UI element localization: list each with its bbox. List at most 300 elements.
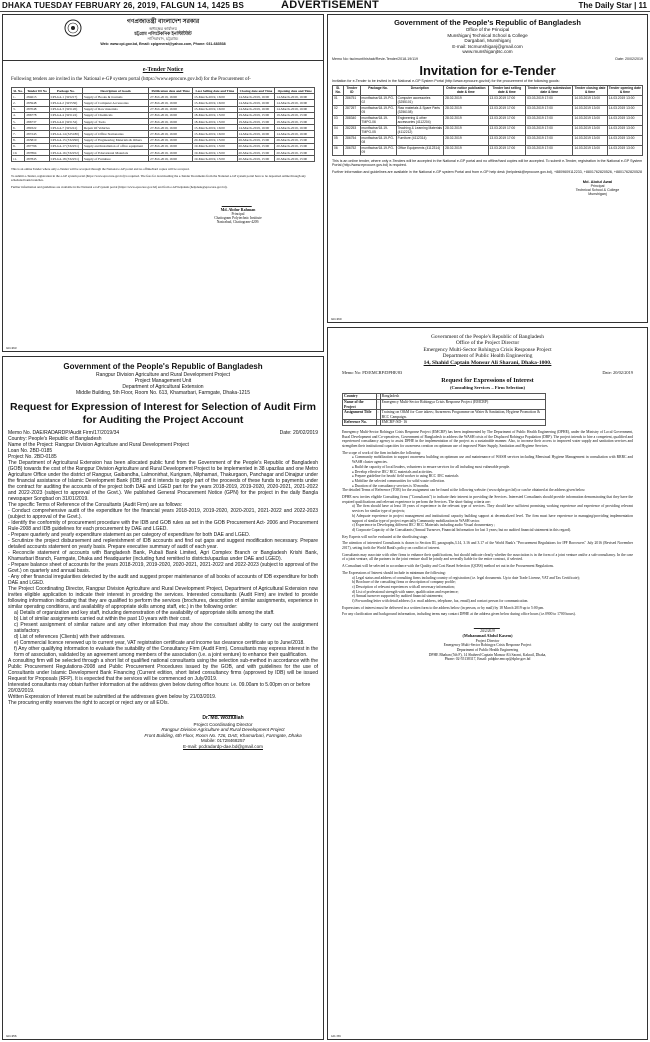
table-cell: 05: [333, 135, 344, 145]
table-cell: 286751: [344, 95, 360, 105]
bullet-icon: ●: [352, 464, 355, 469]
table-cell: 287864: [25, 150, 49, 156]
cpi-line2: অধ্যক্ষের কার্যালয়: [149, 26, 177, 31]
table-cell: 19-March-2019, 15:00: [193, 143, 237, 149]
table-cell: 14.03.2019 13:00: [573, 95, 607, 105]
dphe-signature: [342, 623, 633, 662]
dphe-gd: GD-365: [331, 1034, 341, 1038]
table-cell: 27-Feb-2019, 16:00: [149, 94, 193, 100]
table-cell: 13.03.2019 17:00: [488, 135, 526, 145]
table-cell: 13.03.2019 17:00: [488, 145, 526, 155]
table-cell: 285948: [25, 100, 49, 106]
msj-signature: [552, 179, 643, 196]
rdp-gov: Government of the People's Republic of Bangladesh: [63, 362, 263, 371]
table-cell: 11.: [12, 156, 25, 162]
table-cell: 20-March-2019, 15:00: [193, 137, 237, 143]
signature-scribble-icon: [473, 623, 502, 629]
ad-rangpur-eoi: [2, 356, 324, 1040]
table-cell: 14.03.2019 13:00: [607, 135, 642, 145]
table-cell: 14.03.2019 13:00: [573, 115, 607, 125]
msj-para2: Further information and guidelines are available in the National e-GP system Portal and from e-GP help desk (helpdesk@eprocure.gov.bd), +8809609112233, +8801762820526, +8801762820528: [332, 169, 642, 174]
table-cell: muntfactse/18-19-PG-02: [360, 95, 396, 105]
rdp-l2: Project Management Unit: [134, 378, 192, 384]
ad-dphe-eoi: [327, 327, 648, 1040]
table-cell: CPI-G4-1 (325217): [49, 94, 82, 100]
table-cell: Supply of Raw materials: [83, 106, 149, 112]
table-row: [333, 95, 643, 105]
table-cell: 286752: [344, 145, 360, 155]
dphe-sign-name: (Mohammad Abdul Kasem): [462, 632, 513, 638]
rdp-l3: Department of Agricultural Extension: [122, 384, 204, 390]
dphe-eoi-item: c) Description of relevant experiences with all necessary information;: [352, 584, 455, 589]
dphe-para5: The attention of interested Consultants is drawn to Section III, paragraphs,3.14, 3.16 and 3.17 of the World Bank's "Procurement Regulations for IPF Borrowers" July 2016 (Revised November 2017), setting forth the World Bank's policy on conflict of interest.: [342, 541, 633, 551]
dphe-l1: Office of the Project Director: [455, 340, 520, 347]
table-cell: muntfactse/18-19-PG-09: [360, 145, 396, 155]
table-cell: Computer accessories (3255101): [396, 95, 444, 105]
table-cell: 27-Feb-2019, 16:00: [149, 150, 193, 156]
table-cell: 286754: [344, 135, 360, 145]
table-cell: muntfactse/18-19-PG-05: [360, 105, 396, 115]
table-cell: 27-Feb-2019, 16:00: [149, 119, 193, 125]
table-cell: 19-March-2019, 15:00: [275, 112, 315, 118]
dphe-para3: DPHE now invites eligible Consulting firms ("Consultants") to indicate their interest in providing the Services. Interested Consultants should provide information demonstrating that they have the required qualifications and relevant experience to perform the Services. The short-listing criteria are:: [342, 495, 633, 504]
rdp-l1: Rangpur Division Agriculture and Rural Development Project: [96, 372, 230, 378]
rdp-scope-item: - Prepare balance sheet of accounts for the years 2018-2019, 2019-2020, 2020-2021, 2021-2022 and 2022-2023 (subject to approval of the Govt.) on quarterly and annual basis.: [8, 562, 318, 574]
table-cell: 28.02.2019: [444, 115, 488, 125]
table-cell: Repair Of Vehicles: [83, 125, 149, 131]
table-cell: 01: [333, 95, 344, 105]
table-cell: 03.03.2019 17:00: [526, 105, 573, 115]
table-row: [333, 125, 643, 135]
table-cell: 14.03.2019 13:00: [607, 115, 642, 125]
rdp-info-item: b) List of similar assignments carried out within the past 10 years with their cost.: [14, 616, 191, 622]
table-cell: CPI-G4-17 (332251): [49, 143, 82, 149]
table-header-cell: Package No.: [49, 88, 82, 94]
cpi-line4: নাসিরাবাদ, চট্টগ্রাম।: [147, 36, 179, 41]
bullet-icon: ●: [352, 469, 355, 474]
rdp-sign-addr: Front Building, 6th Floor, Room No. 726, DAE, Khamarbari, Farmgate, Dhaka: [144, 732, 302, 738]
msj-gov: Government of the People's Republic of Bangladesh: [394, 18, 581, 27]
table-cell: 26-March-2019, 15:00: [275, 137, 315, 143]
table-cell: EMCRP /SD- 16: [380, 420, 545, 426]
dphe-sign-title: Project Director: [475, 638, 500, 643]
rdp-scope-item: - Identify the conformity of procurement procedure with the IDB and GOB rules as set in the GOB Procurement Act- 2006 and Procurement Rule-2008 and IDB guidelines for each procurement by DAE and LGED.: [8, 520, 318, 532]
page-header: [0, 0, 650, 12]
table-cell: 19-March-2019, 15:00: [193, 150, 237, 156]
table-cell: CPI-G4-16 (332252): [49, 150, 82, 156]
table-cell: 27-Feb-2019, 16:00: [149, 131, 193, 137]
bullet-icon: ●: [352, 474, 355, 479]
msj-para1: This is an online tender, where only e-Tenders will be accepted in the National e-GP portal and no offline/hard copies will be accepted. To submit e-Tender, registration in the National e-GP System Portal (http://www.eprocure.gov.bd) is required.: [332, 158, 643, 168]
table-cell: 27-Feb-2019, 16:00: [149, 112, 193, 118]
rdp-sign-title: Project Coordinating Director: [193, 721, 253, 727]
ad-munshiganj-etender: [327, 14, 648, 323]
table-cell: 14-March-2019, 16:00: [275, 94, 315, 100]
table-cell: Supply of Engineering Materials & Others: [83, 137, 149, 143]
table-header-cell: Description of Goods: [83, 88, 149, 94]
table-cell: 02: [333, 105, 344, 115]
cpi-title: e-Tender Notice: [142, 67, 184, 73]
table-cell: 289322: [25, 125, 49, 131]
cpi-line3: চট্টগ্রাম পলিটেকনিক ইনস্টিটিউট: [134, 31, 192, 36]
table-cell: 27-Feb-2019, 16:00: [149, 137, 193, 143]
rdp-meta: [8, 436, 318, 460]
rdp-sign-name: Dr. Md. Woziullah: [202, 715, 244, 721]
dphe-l2: Emergency Multi-Sector Rohingya Crisis Response Project: [423, 346, 552, 353]
table-header-cell: Tender last selling date & time: [488, 85, 526, 95]
table-header-cell: Tender ID No: [25, 88, 49, 94]
table-cell: CPI-G4-15 (332290): [49, 137, 82, 143]
table-cell: 13-March-2019, 16:00: [193, 100, 237, 106]
rdp-scope-item: - Prepare quarterly and yearly expenditure statement as per category of expenditure for both DAE and LGED.: [8, 532, 251, 538]
table-cell: Teaching & Learning Materials (4112212): [397, 126, 442, 135]
cpi-sign-title: Principal: [231, 212, 245, 217]
dphe-scope-head: The scope of work of the firm includes the following:: [342, 450, 422, 455]
msj-tender-table: [332, 85, 643, 156]
table-cell: 28.02.2019: [444, 125, 488, 135]
msj-memo: Memo No: tsc/munt/hishab/Revie-Tender/2018-19/119: [332, 56, 419, 61]
table-cell: 03.03.2019 17:00: [526, 145, 573, 155]
table-cell: 7.: [12, 131, 25, 137]
msj-title: Invitation for e-Tender: [419, 62, 556, 78]
table-cell: 06: [333, 145, 344, 155]
table-cell: 14-March-2019, 16:00: [275, 106, 315, 112]
msj-sign-addr: Munshiganj: [588, 192, 607, 197]
table-cell: 19-March-2019, 15:00: [275, 119, 315, 125]
dphe-title: Request for Expressions of Interest: [441, 377, 534, 385]
table-header-cell: Tender closing date & time: [574, 86, 606, 95]
table-cell: 27-Feb-2019, 16:00: [149, 143, 193, 149]
msj-l1: Office of the Principal: [465, 27, 510, 32]
dphe-scope-bullets: [342, 455, 633, 488]
table-cell: 19-March-2019, 15:00: [237, 119, 275, 125]
table-cell: Country: [343, 394, 377, 400]
table-cell: Supply of Office Stationaries: [83, 131, 149, 137]
cpi-para2: To submit e-Tender, registration in the e-GP system portal (https://www.eprocure.gov.bd) is required. The fees for downloading the e-Tender Documents from the National e-GP system portal have to be deposited online through any scheduled bank branches.: [11, 174, 306, 183]
table-row: [333, 135, 643, 145]
table-cell: 28.02.2019: [444, 105, 488, 115]
dphe-bullet-text: Community mobilization to support awareness building on optimum use and maintenance of WASH services including Menstrual Hygiene Management in consultation with RRRC and WASH cluster agencies.: [352, 455, 634, 465]
dphe-gov: Government of the People's Republic of Bangladesh: [431, 334, 544, 340]
table-cell: 14.03.2019 13:00: [573, 135, 607, 145]
dphe-sign-org: Emergency Multi-Sector Rohingya Crisis Response Project: [443, 643, 532, 648]
rdp-signature: [128, 710, 318, 750]
table-cell: CPI-G4-18 (332251): [49, 156, 82, 162]
table-cell: Assignment Title: [343, 410, 377, 420]
msj-l4: E-mail: tscmunshiganj@gmail.com: [452, 43, 523, 49]
table-cell: 20-March-2019, 15:00: [275, 150, 315, 156]
dphe-sign-phone: Phone: 02-55138317, Email: pddphe.emcrp@dphe.gov.bd: [444, 657, 531, 662]
rdp-scope-item: - Scrutinize the project disbursement and replenishment of IDB accounts and find out gaps and suggest modification necessary. Prepare detailed accounts statement on yearly basis. Prepare executive summary of audit of each year.: [8, 538, 318, 550]
table-row: [343, 410, 546, 420]
msj-intro: Invitation for e-Tender to be invited in the National e-GP System Portal (http://www.eprocure.gov.bd) for the procurement of the following goods:: [332, 78, 560, 83]
rdp-meta-line: Project No. 2BD-0185: [8, 454, 57, 460]
msj-date: Date: 20/02/2019: [615, 56, 643, 61]
dphe-sign-date: 20/2/2019: [480, 629, 495, 634]
msj-sign-org: Technical School & College: [575, 188, 620, 193]
table-header-cell: Sl. No.: [333, 85, 344, 95]
table-cell: :: [376, 399, 380, 409]
table-cell: 287796: [25, 143, 49, 149]
table-cell: Supply of Books & Journals: [83, 94, 149, 100]
table-cell: Supply of Computer Accessories: [83, 100, 149, 106]
table-cell: 13-March-2019, 16:00: [193, 106, 237, 112]
rdp-gd: GD-356: [6, 1034, 17, 1038]
dphe-date: Date: 20/02/2019: [602, 370, 633, 376]
table-header-cell: Tender ID: [344, 85, 360, 95]
ad-cpi-etender: [2, 14, 324, 352]
table-cell: 3.: [12, 106, 25, 112]
table-cell: 8.: [12, 137, 25, 143]
header-section: ADVERTISEMENT: [280, 0, 380, 11]
rdp-sign-email: E-mail: pcdradardp-dae.bd@gmail.com: [183, 743, 263, 749]
rdp-sign-org: Rangpur Division Agriculture and Rural Development Project: [161, 727, 285, 733]
rdp-scope-head: The specific Terms of Reference of the Consultants (Audit Firm) are as follows:: [8, 502, 183, 508]
table-cell: 20-March-2019, 15:00: [237, 156, 275, 162]
table-cell: 287048: [25, 106, 49, 112]
msj-l3: Dargabari, Munshiganj: [464, 38, 511, 43]
rdp-l4: Middle Building, 5th Floor, Room No. 613, Khamarbari, Farmgate, Dhaka-1215: [76, 390, 250, 396]
table-cell: 14-March-2019, 16:00: [237, 131, 275, 137]
rdp-para4: Interested consultants may obtain further information at the address given below during office hours: i.e. 09.00am to 5.00pm on or before 20/03/2019.: [8, 682, 311, 694]
table-cell: 14-March-2019, 16:00: [237, 125, 275, 131]
rdp-meta-line: Name of the Project: Rangpur Division Agriculture and Rural Development Project: [8, 442, 189, 448]
dphe-para8: The Expressions of Interest should include in minimum the following:: [342, 570, 446, 575]
table-cell: CPI-G4-6 (325152): [49, 119, 82, 125]
table-cell: 287257: [344, 105, 360, 115]
table-cell: muntfactse/18-19-TMPG-06: [360, 115, 396, 125]
dphe-eoi-item: f) Forwarding letter with detail address (i.e. mail address, telephone, fax, email) and contact person for communication.: [352, 599, 529, 604]
table-cell: 14-March-2019, 16:00: [237, 106, 275, 112]
dphe-eoi-list: [342, 576, 633, 604]
table-cell: muntfactse/18-19-PG-08: [360, 135, 396, 145]
table-cell: 28.02.2019: [444, 145, 488, 155]
rdp-body: The Department of Agricultural Extension has been allocated public fund from the Government of the People's Republic of Bangladesh (GOB) towards the cost of the Rangpur Division Agriculture and Rural Development Project to be implemented in 38 upazilas and one Metro Agriculture Office under the district of Rangpur, Gaibandha, Lalmonirhat, Kurigram, Nilphamari, Thakurgaon, Panchagar and Dinajpur under the financial assistance of Islamic Development Bank (IDB) and it intends to apply part of the proceeds of these funds to payments under the contract for auditing the accounts of the project both DAE and LGED part for the years 2018-2019, 2019-2020, 2020-2021, 2021-2022 and 2022-2023 (subject to approval of the Govt.). We published General Procurement Notice (GPN) for the project in the daily Bangla newspaper Songbad on 31/01/2019.: [8, 460, 318, 502]
table-cell: 26-March-2019, 15:00: [237, 137, 275, 143]
table-cell: 14-March-2019, 16:00: [237, 100, 275, 106]
table-cell: 20-March-2019, 15:00: [275, 143, 315, 149]
table-cell: 14.03.2019 13:00: [607, 145, 642, 155]
msj-sign-name: Md. Abdul Awal: [582, 179, 613, 185]
table-cell: 6.: [12, 125, 25, 131]
table-cell: 13-March-2019, 16:00: [193, 94, 237, 100]
cpi-sign-addr: Nasirabad, Chattogram-4209.: [216, 220, 260, 225]
msj-l5: www.munshiganjtsc.com: [462, 49, 513, 54]
table-cell: Name of the Project: [343, 399, 377, 409]
table-header-cell: Opening date and Time: [275, 88, 315, 94]
dphe-l4: 14, Shahid Captain Monsur Ali Sharani, Dhaka-1000.: [423, 359, 552, 366]
table-cell: 13.03.2019 17:00: [488, 125, 526, 135]
cpi-tender-table: [11, 87, 315, 162]
rdp-info-item: e) Commercial licence renewed up to current year, VAT registration certificate and income tax clearance certificate up to June/2018.: [14, 640, 305, 646]
table-cell: :: [376, 410, 380, 420]
cpi-web: Web: www.cpi.gov.bd, Email: cpigeneral@yahoo.com, Phone: 031-683538: [100, 42, 226, 46]
dphe-sign-dept: Department of Public Health Engineering: [456, 648, 519, 652]
table-cell: CPI-G4-4 (325122): [49, 112, 82, 118]
table-cell: 28.02.2019: [444, 95, 488, 105]
rdp-info-item: d) List of references (Clients) with their addresses.: [14, 634, 126, 640]
table-cell: 284613: [25, 94, 49, 100]
rdp-date: Date: 20/02/2019: [279, 430, 318, 436]
table-cell: 14.03.2019 13:00: [607, 105, 642, 115]
dphe-body: Emergency Multi-Sector Rohingya Crisis Response Project (EMCRP) has been implemented by The Department of Public Health Engineering (DPHE), under the Ministry of Local Government, Rural Development and Co-operatives, Government of Bangladesh to address the WASH crisis of the Displaced Rohingya Population (DRP). The project intends to hire a competent, qualified and experienced consultancy agency to assist DPHE in the implementation of the project as a sustainable manner. Also, to increase their access to improved water supply and sanitation services and strengthen their institutional capacities for awareness creation on optimum use of improved Water Supply, Sanitation and Hygiene Services.: [342, 429, 633, 448]
dphe-para7: A Consultant will be selected in accordance with the Quality and Cost Based Selection (QCBS) method set out in the Procurement Regulations.: [342, 564, 554, 569]
msj-gd: GD-360: [331, 317, 342, 321]
dphe-memo: Memo No: PD/EMCRP/DPHE/83: [342, 370, 403, 376]
table-cell: 14.03.2019 13:00: [573, 105, 607, 115]
table-cell: Supply of Chemicals: [83, 112, 149, 118]
dphe-criteria-item: b) Adequate experience in project management and institutional capacity building support at decentralized level. The firm must have experience in managing/providing implementation support of similar type of project especially Community mobilization in WASH sector.: [352, 513, 633, 523]
rdp-scope-item: - Reconcile statement of accounts with Bangladesh Bank, Pubali Bank Limited, Agri Complex Branch or Bangladesh Krishi Bank, Khamarbari Branch, Farmgate, Dhaka and Headquarter (including fund remitted to districts/upazilas under DAE and LGED).: [8, 550, 318, 562]
cpi-para1: This is an online Tender where only e-Tender will be accepted through the National e-GP portal and no offline/hard copies will be accepted.: [11, 167, 190, 172]
table-header-cell: Sl. No.: [13, 88, 23, 93]
dphe-para6: Consultants may associate with other firms to enhance their qualifications, but should indicate clearly whether the association is in the form of a joint venture and/or a sub-consultancy. In the case of a joint venture, all the partners in the joint venture shall be jointly and severally liable for the entire contract, if selected.: [342, 552, 633, 562]
table-row: [333, 145, 643, 155]
rdp-info-item: a) Details of organization and key staff, including demonstration of the availability of appropriate skills among the staff.: [14, 610, 275, 616]
table-header-cell: Tender security submission date & time: [527, 86, 572, 95]
rdp-meta-line: Country: People's Republic of Bangladesh: [8, 436, 102, 442]
cpi-gov-bn: গণপ্রজাতন্ত্রী বাংলাদেশ সরকার: [126, 19, 200, 25]
rdp-scope-item: - Any other financial irregularities detected by the audit and suggest proper maintenance of all books of accounts of IDB expenditure for both DAE and LGED.: [8, 574, 318, 586]
table-row: [333, 115, 643, 125]
dphe-eoi-item: e) Annual turnover supported by audited financial statements;: [352, 594, 444, 599]
table-header-cell: Online notice publication date & time: [444, 85, 488, 95]
rdp-info-item: f) Any other qualifying information to evaluate the suitability of the Consultancy Firm (Audit Firm). Consultants may express interest in the form of association, validated by an agreement among members of the association (i.e. a joint venture) to enhance their qualification.: [14, 646, 318, 658]
table-cell: 20-March-2019, 15:00: [237, 143, 275, 149]
dphe-bullet-item: [352, 455, 633, 464]
table-cell: 10.: [12, 150, 25, 156]
msj-l2: Munshiganj Technical School & College: [447, 32, 528, 38]
table-cell: Engineering & other accessories (4112204): [396, 115, 444, 125]
rdp-title: Request for Expression of Interest for Selection of Audit Firm for Auditing the Project Account: [10, 401, 316, 426]
rdp-sign-mobile: Mobile: 01728468257: [200, 738, 246, 744]
dphe-eoi-item: d) List of professional strength with name, qualification and experience;: [352, 589, 459, 594]
rdp-para5: Written Expression of Interest must be submitted at the addresses given below by 21/03/2019.: [8, 694, 217, 700]
table-cell: Supply of Tools: [83, 119, 149, 125]
table-cell: 288340: [344, 115, 360, 125]
dphe-bullet-text: Build the capacity of local leaders, volunteers to ensure services for all including most vulnerable people.: [354, 464, 511, 469]
table-cell: Reference No.: [343, 420, 377, 426]
dphe-para10: For any clarification and background information, including terms may contact DPHE at the address given below during office hours (i.e.0900 to 1700 hours).: [342, 612, 576, 617]
table-cell: Supply and Installation of office equipment: [83, 143, 149, 149]
table-cell: 9.: [12, 143, 25, 149]
table-cell: 04: [333, 125, 344, 135]
signature-scribble-icon: [208, 710, 238, 716]
rdp-memo: Memo No. DAE/RADARDP/Audit Firm/17/2019/34: [8, 430, 120, 436]
rdp-para3: A consulting firm will be selected through a short list of qualified national consultants using the selection sub-method in accordance with the Public Procurement Regulations-2008 and Public Procurement Procedures issued by the GOB, and with guidelines for the use of Consultants under Islamic Development Bank Financing (Current edition, short listed consultancy firms (approved by IDB) will be issued Request for Proposals (RFP). It is expected that the services will be commenced on July/2019.: [8, 658, 318, 682]
table-cell: CPI-G4-14 (325180): [49, 131, 82, 137]
table-cell: 03: [333, 115, 344, 125]
table-cell: 28.02.2019: [444, 135, 488, 145]
table-cell: 13.03.2019 17:00: [488, 115, 526, 125]
table-cell: 20-March-2019, 15:00: [237, 150, 275, 156]
table-cell: 282253: [344, 125, 360, 135]
bullet-icon: ●: [352, 455, 356, 460]
dphe-sign-addr: DPHE Bhaban (5th F), 14 Shaheed Captain Mansur Ali Sarani, Kakrail, Dhaka,: [428, 652, 547, 657]
dphe-bullet-text: Prepare guideline for heads/ field worker to using BCC /IEC materials: [354, 474, 459, 479]
dphe-eoi-item: b) Brochure of the consulting firms or description of company profile;: [352, 580, 456, 585]
table-cell: Training on O&M for Care takers; Awareness Programme on Water & Sanitation, Hygiene Promotion & BCC Campaign.: [380, 410, 545, 420]
dphe-criteria: [342, 504, 633, 532]
table-cell: 03.03.2019 17:00: [526, 135, 573, 145]
table-header-cell: Last Selling date and Time: [193, 88, 237, 94]
dphe-criteria-item: c) Experience in Developing different IEC/ BCC Materials including audio Visual documentary ;: [352, 523, 496, 528]
table-cell: :: [377, 420, 379, 425]
rdp-info-item: c) Present assignment of similar nature and any other information that may show the consultant ability to carry out the assignment satisfactory.: [14, 622, 318, 634]
table-cell: 14.03.2019 13:00: [607, 95, 642, 105]
table-cell: Office Equipments (4112314): [396, 145, 444, 155]
table-cell: Supply of Educational Materials: [83, 150, 149, 156]
dphe-bullet-text: Develop effective IEC/ BCC materials and activities.: [354, 469, 433, 474]
table-cell: CPI-G4-3 (325120): [49, 106, 82, 112]
rdp-para6: The procuring entity reserves the right to accept or reject any or all EOIs.: [8, 700, 169, 706]
cpi-intro: Following tenders are invited in the National e-GP system portal (https://www.eprocure.gov.bd) for the Procurement of-: [11, 77, 251, 82]
table-cell: 265810: [25, 137, 49, 143]
table-cell: :: [377, 394, 379, 399]
header-paper: The Daily Star | 11: [578, 1, 647, 10]
table-row: [343, 420, 546, 426]
bullet-icon: ●: [352, 483, 355, 488]
dphe-criteria-item: d) Corporate Capacity of the Consultants (Annual Turnover, Financial Information for last 3 years; but no audited financial statement in this regard).: [352, 527, 572, 532]
table-row: [12, 156, 315, 162]
table-cell: 19-March-2019, 15:00: [193, 156, 237, 162]
table-cell: Bangladesh: [380, 394, 545, 400]
table-cell: 13-March-2019, 16:00: [193, 131, 237, 137]
cpi-para3: Further information and guidelines are available in the National e-GP system portal (https://www.eprocure.gov.bd) and from e-GP helpdesk (helpdesk@eprocure.gov.bd).: [11, 185, 228, 190]
table-cell: 287845: [25, 156, 49, 162]
table-cell: 27-Feb-2019, 16:00: [149, 125, 193, 131]
table-row: [333, 105, 643, 115]
table-header-cell: Description: [396, 85, 444, 95]
bullet-icon: ●: [352, 478, 355, 483]
rdp-scope-list: [8, 508, 318, 586]
cpi-sign-org: Chattogram Polytechnic Institute: [214, 216, 262, 221]
table-cell: 19-March-2019, 15:00: [237, 112, 275, 118]
table-cell: 286737: [25, 119, 49, 125]
table-cell: Supply of Furniture: [83, 156, 149, 162]
table-cell: 20-March-2019, 15:00: [275, 156, 315, 162]
table-header-cell: Tender opening date & time: [608, 86, 641, 95]
table-cell: 13-March-2019, 16:00: [193, 125, 237, 131]
table-cell: 5.: [12, 119, 25, 125]
table-cell: 18-March-2019, 15:00: [193, 112, 237, 118]
dphe-info-table: [342, 393, 546, 426]
signature-scribble-icon: [222, 199, 255, 207]
table-cell: 287243: [25, 131, 49, 137]
table-cell: 14.03.2019 13:00: [607, 125, 642, 135]
table-cell: Raw materials & Spare Parts (3256108): [396, 105, 444, 115]
cpi-signature: [161, 199, 315, 224]
table-cell: 14.03.2019 13:00: [573, 125, 607, 135]
table-cell: 03.03.2019 17:00: [526, 95, 573, 105]
table-cell: 18-March-2019, 15:00: [193, 119, 237, 125]
table-header-cell: Package No.: [360, 85, 396, 95]
table-cell: 4.: [12, 112, 25, 118]
table-cell: 14-March-2019, 16:00: [275, 125, 315, 131]
rdp-para2: The Project Coordinating Director, Rangpur Division Agriculture and Rural Development Project, Department of Agricultural Extension now invites eligible application to indicate their interest in providing the services. Interested consultants (Audit Firm) are invited to provide following information indicating that they are qualified to perform the services (brochures, description of similar assignments, experience in similar operating conditions, and availability of appropriate skills among staff, etc.) in the following order:: [8, 586, 318, 610]
table-cell: 1.: [12, 94, 25, 100]
govt-seal-icon: [64, 19, 82, 37]
dphe-para2: The detailed Terms of Reference (TOR) for the assignment can be found at the following website: (www.dphe.gov.bd) or can be obtained at the address given below.: [342, 488, 586, 493]
table-cell: 14.03.2019 13:00: [573, 145, 607, 155]
table-cell: 14-March-2019, 16:00: [275, 131, 315, 137]
table-cell: CPI-G4-7 (325241): [49, 125, 82, 131]
dphe-l3: Department of Public Health Engineering: [442, 353, 533, 360]
table-cell: muntfactse/18-19-TMPG-05: [360, 125, 396, 135]
table-cell: 286778: [25, 112, 49, 118]
dphe-criteria-item: a) The firm should have at least 10 years of experience in the relevant type of services. They should have sufficient promising working experience and experience of providing relevant services for similar type of projects;: [352, 504, 633, 514]
table-cell: Emergency Multi-Sector Rohingya Crisis Response Project (EMCRP): [380, 399, 545, 409]
